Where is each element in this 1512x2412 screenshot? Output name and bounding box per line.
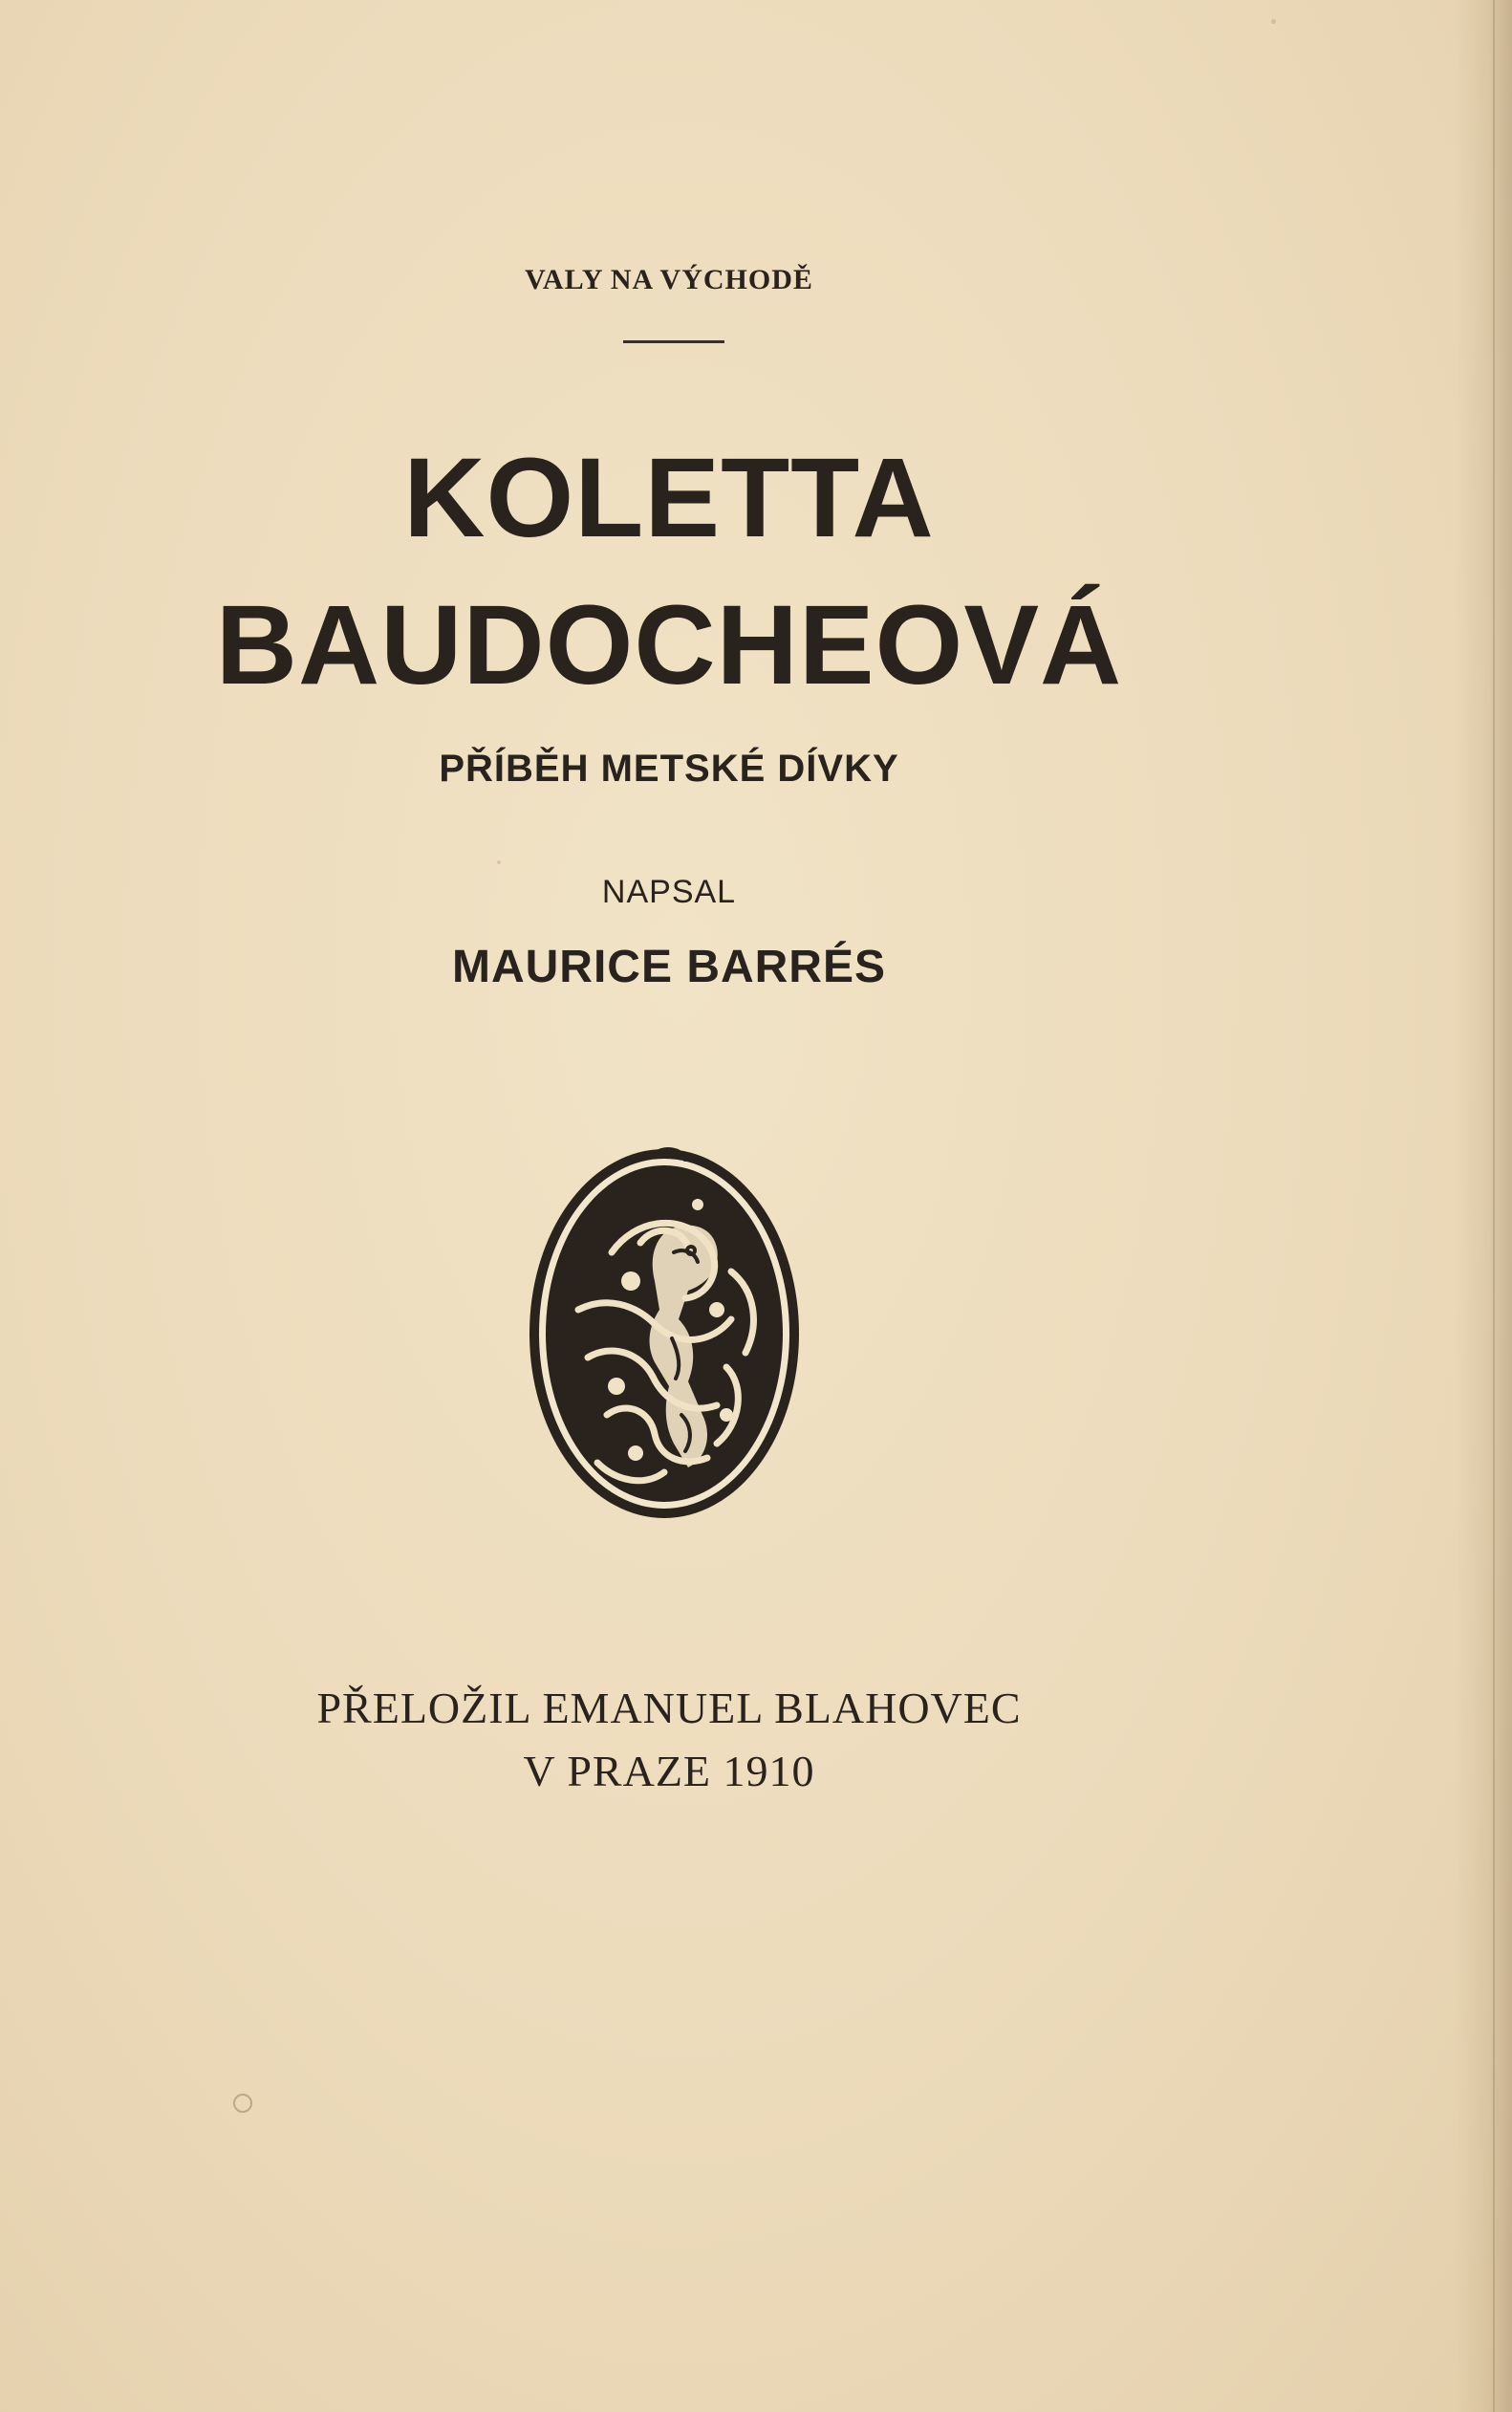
paper-spot [1271, 19, 1276, 24]
book-title-line-1: KOLETTA [403, 435, 935, 561]
author-name: MAURICE BARRÉS [451, 942, 886, 992]
series-title: VALY NA VÝCHODĚ [525, 264, 813, 295]
paper-spot [497, 860, 501, 864]
book-title-line-2: BAUDOCHEOVÁ [215, 582, 1123, 708]
page-edge-shadow [1455, 0, 1512, 2412]
imprint-line: V PRAZE 1910 [523, 1747, 815, 1795]
divider-rule [623, 340, 724, 343]
paper-spot [233, 2094, 252, 2113]
book-subtitle: PŘÍBĚH METSKÉ DÍVKY [439, 748, 899, 790]
celtic-lion-emblem-icon [521, 1128, 808, 1530]
byline-label: NAPSAL [601, 874, 737, 910]
translator-credit: PŘELOŽIL EMANUEL BLAHOVEC [316, 1684, 1022, 1732]
page-edge-line [1493, 0, 1495, 2412]
